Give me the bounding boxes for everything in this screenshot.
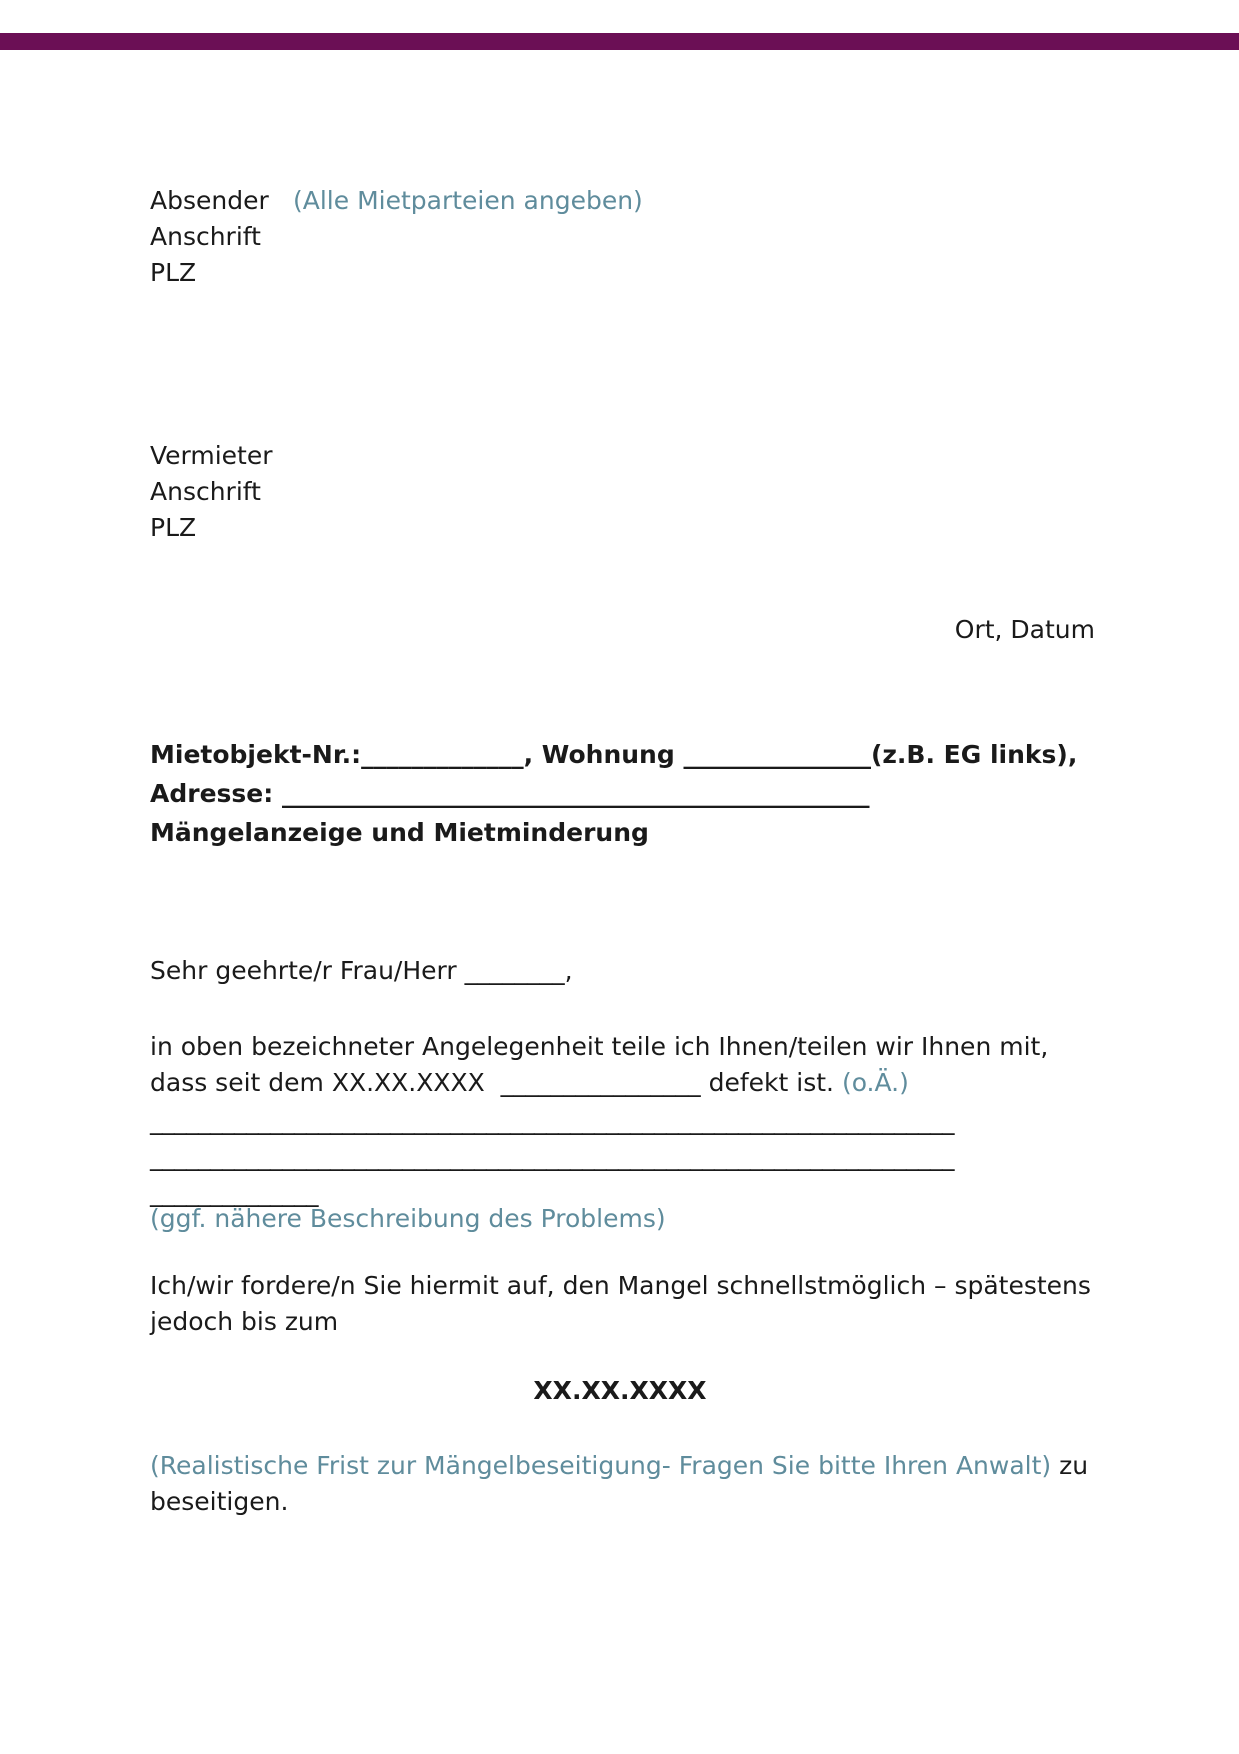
paragraph-1-line-2 — [150, 1065, 1100, 1101]
subject-object-label: Mietobjekt-Nr.: — [150, 740, 362, 769]
blank-line-1: ___________________________________________________________________ — [150, 1106, 954, 1135]
paragraph-1-blank: ________________ — [500, 1068, 701, 1097]
subject-line-3: Mängelanzeige und Mietminderung — [150, 818, 649, 847]
recipient-label: Vermieter — [150, 441, 273, 470]
deadline-date: XX.XX.XXXX — [533, 1376, 707, 1405]
place-date: Ort, Datum — [954, 615, 1095, 644]
subject-line-2 — [150, 774, 1110, 813]
paragraph-3-tail: zu — [1051, 1451, 1089, 1480]
paragraph-2 — [150, 1268, 1100, 1340]
sender-hint: (Alle Mietparteien angeben) — [293, 186, 643, 215]
sender-label: Absender — [150, 186, 269, 215]
paragraph-1-defect-text: defekt ist. — [700, 1068, 842, 1097]
blank-line-2: ___________________________________________________________________ — [150, 1142, 954, 1171]
sender-zip-label: PLZ — [150, 258, 197, 287]
recipient-address-label: Anschrift — [150, 477, 261, 506]
description-hint: (ggf. nähere Beschreibung des Problems) — [150, 1204, 666, 1233]
subject-object-blank: _____________ — [361, 740, 524, 769]
subject-flat-example: (z.B. EG links), — [870, 740, 1078, 769]
subject-line-1 — [150, 735, 1110, 774]
paragraph-2-line-2: jedoch bis zum — [150, 1307, 339, 1336]
recipient-zip-label: PLZ — [150, 513, 197, 542]
sender-block — [150, 183, 1050, 291]
subject-block — [150, 735, 1110, 852]
recipient-block — [150, 438, 750, 546]
paragraph-3-line-2: beseitigen. — [150, 1487, 289, 1516]
sender-address-label: Anschrift — [150, 222, 261, 251]
paragraph-2-line-1: Ich/wir fordere/n Sie hiermit auf, den Mangel schnellstmöglich – spätestens — [150, 1271, 1091, 1300]
subject-flat-label: , Wohnung — [523, 740, 684, 769]
paragraph-1-date-text: dass seit dem XX.XX.XXXX — [150, 1068, 485, 1097]
subject-flat-blank: _______________ — [683, 740, 871, 769]
sender-line-1 — [150, 183, 1050, 219]
paragraph-1 — [150, 1029, 1100, 1101]
paragraph-3 — [150, 1448, 1100, 1520]
paragraph-1-line-1: in oben bezeichneter Angelegenheit teile ich Ihnen/teilen wir Ihnen mit, — [150, 1032, 1049, 1061]
subject-address-blank: _______________________________________________ — [281, 779, 870, 808]
paragraph-1-hint: (o.Ä.) — [841, 1068, 909, 1097]
subject-address-label: Adresse: — [150, 779, 282, 808]
paragraph-3-line-1 — [150, 1448, 1100, 1484]
salutation: Sehr geehrte/r Frau/Herr ________, — [150, 956, 573, 985]
blank-line-3: ______________ — [150, 1178, 318, 1207]
paragraph-3-hint: (Realistische Frist zur Mängelbeseitigung- Fragen Sie bitte Ihren Anwalt) — [150, 1451, 1052, 1480]
free-text-blank-lines — [150, 1103, 1100, 1211]
